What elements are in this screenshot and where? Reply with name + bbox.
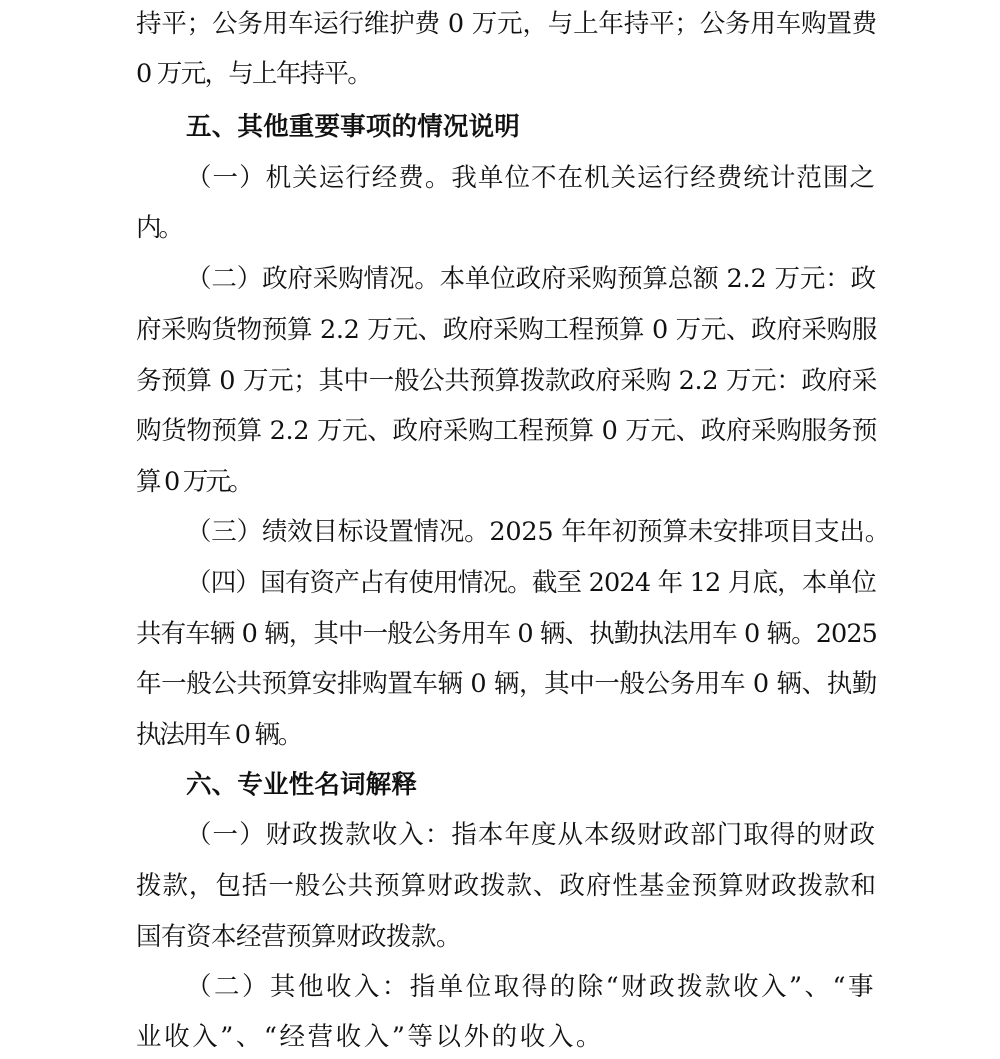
text-line: 务预算 0 万元；其中一般公共预算拨款政府采购 2.2 万元：政府采 xyxy=(136,366,877,396)
text-line: 业收入”、“经营收入”等以外的收入。 xyxy=(136,1022,604,1052)
text-line: 算 0 万元。 xyxy=(136,467,251,497)
text-line: 年一般公共预算安排购置车辆 0 辆，其中一般公务用车 0 辆、执勤 xyxy=(136,669,877,699)
text-line: 0 万元，与上年持平。 xyxy=(136,59,371,89)
text-line: 购货物预算 2.2 万元、政府采购工程预算 0 万元、政府采购服务预 xyxy=(136,416,877,446)
text-line: 拨款，包括一般公共预算财政拨款、政府性基金预算财政拨款和 xyxy=(136,871,877,901)
text-line: 执法用车 0 辆。 xyxy=(136,720,301,750)
section-heading: 六、专业性名词解释 xyxy=(186,770,417,800)
paragraph-start-line: （三）绩效目标设置情况。2025 年年初预算未安排项目支出。 xyxy=(186,517,890,547)
paragraph-start-line: （二）政府采购情况。本单位政府采购预算总额 2.2 万元：政 xyxy=(186,264,876,294)
text-line: 国有资本经营预算财政拨款。 xyxy=(136,922,461,952)
paragraph-start-line: （四）国有资产占有使用情况。截至 2024 年 12 月底，本单位 xyxy=(186,568,876,598)
paragraph-start-line: （一）财政拨款收入：指本年度从本级财政部门取得的财政 xyxy=(186,820,876,850)
text-line: 共有车辆 0 辆，其中一般公务用车 0 辆、执勤执法用车 0 辆。2025 xyxy=(136,619,878,649)
paragraph-start-line: （一）机关运行经费。我单位不在机关运行经费统计范围之 xyxy=(186,163,876,193)
text-line: 内。 xyxy=(136,213,181,243)
paragraph-start-line: （二）其他收入：指单位取得的除“财政拨款收入”、“事 xyxy=(186,972,876,1002)
section-heading: 五、其他重要事项的情况说明 xyxy=(186,112,520,142)
text-line: 府采购货物预算 2.2 万元、政府采购工程预算 0 万元、政府采购服 xyxy=(136,315,877,345)
text-line: 持平；公务用车运行维护费 0 万元，与上年持平；公务用车购置费 xyxy=(136,9,877,39)
